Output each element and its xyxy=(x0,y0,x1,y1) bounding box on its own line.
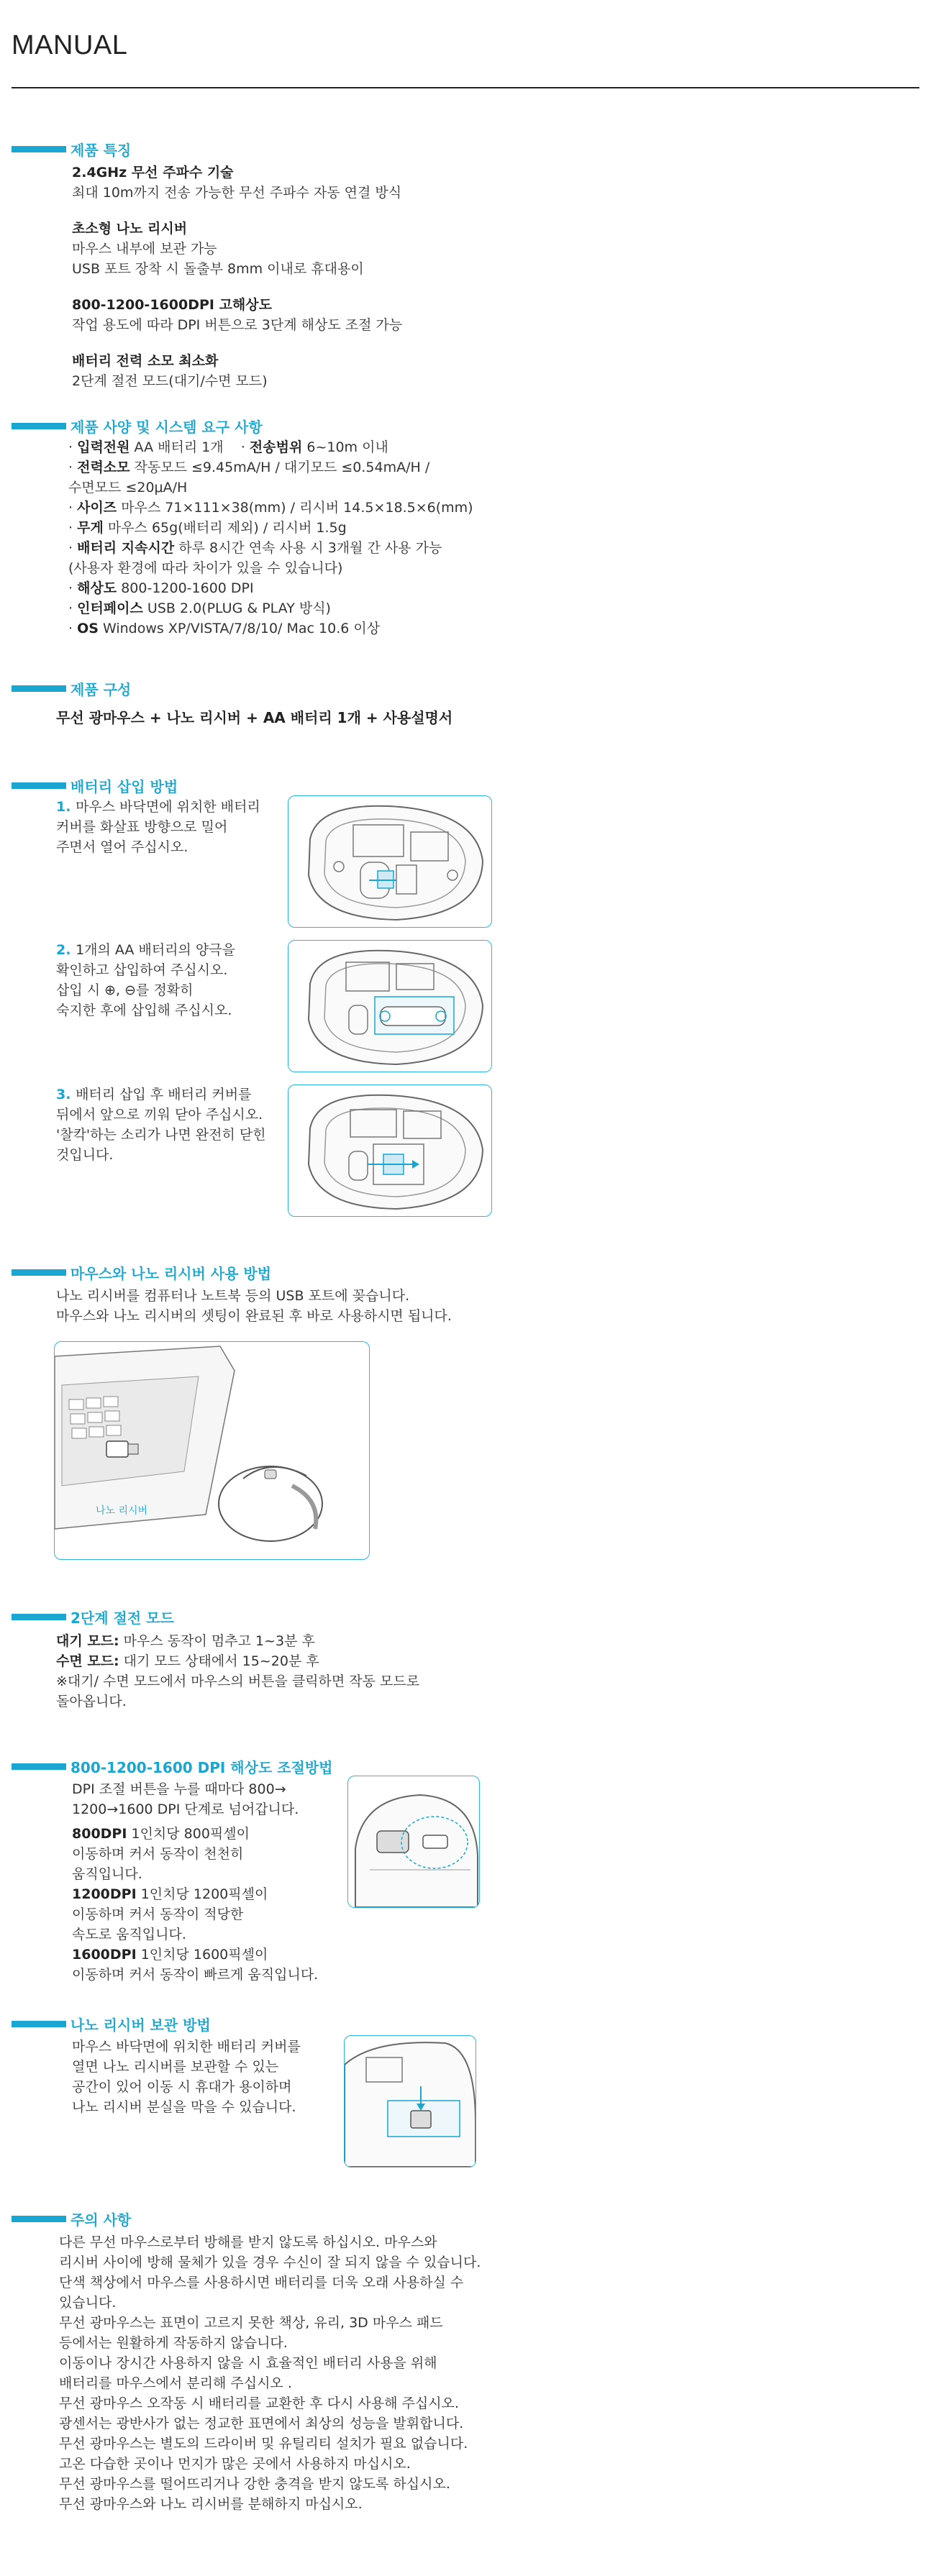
specs-list xyxy=(68,437,473,639)
dpi-level-desc: 이동하며 커서 동작이 빠르게 움직입니다. xyxy=(72,1967,319,1983)
step-text: 배터리 삽입 후 배터리 커버를 xyxy=(76,1087,252,1102)
laptop-and-mouse-illustration xyxy=(55,1342,369,1559)
dpi-level-desc: 1인치당 1600픽셀이 xyxy=(136,1947,268,1963)
section-marker xyxy=(12,2021,66,2027)
receiver-use-image xyxy=(54,1341,370,1560)
battery-step-line xyxy=(56,960,235,980)
spec-value: 작동모드 ≤9.45mA/H / 대기모드 ≤0.54mA/H / xyxy=(129,460,430,475)
step-text: 주면서 열어 주십시오. xyxy=(56,839,188,855)
caution-line: 무선 광마우스는 표면이 고르지 못한 책상, 유리, 3D 마우스 패드 xyxy=(59,2315,443,2331)
battery-step-1 xyxy=(56,797,260,857)
battery-step-line xyxy=(56,1125,266,1145)
dpi-level xyxy=(72,1824,318,1844)
storage-image xyxy=(344,2035,476,2168)
feature-desc: 마우스 내부에 보관 가능 xyxy=(72,241,217,257)
feature-item xyxy=(72,351,402,391)
caution-line: 리시버 사이에 방해 물체가 있을 경우 수신이 잘 되지 않을 수 있습니다. xyxy=(59,2255,481,2270)
spec-label: 배터리 지속시간 xyxy=(77,540,175,556)
dpi-level-desc: 이동하며 커서 동작이 천천히 xyxy=(72,1846,244,1862)
receiver-use-text: 나노 리시버를 컴퓨터나 노트북 등의 USB 포트에 꽂습니다. 마우스와 나노 리시버의 셋팅이 완료된 후 바로 사용하시면 됩니다. xyxy=(56,1288,452,1324)
step-text: 것입니다. xyxy=(56,1147,114,1163)
spec-label: 입력전원 xyxy=(77,439,130,455)
spec-value: 800-1200-1600 DPI xyxy=(117,580,254,596)
battery-step-line xyxy=(56,1145,266,1165)
spec-value: · xyxy=(227,439,250,455)
dpi-level-desc: 1인치당 800픽셀이 xyxy=(127,1826,250,1842)
caution-line: 무선 광마우스 오작동 시 배터리를 교환한 후 다시 사용해 주십시오. xyxy=(59,2395,459,2411)
spec-value: Windows XP/VISTA/7/8/10/ Mac 10.6 이상 xyxy=(98,621,381,636)
section-battery-heading: 배터리 삽입 방법 xyxy=(12,775,178,796)
caution-line: 단색 책상에서 마우스를 사용하시면 배터리를 더욱 오래 사용하실 수 xyxy=(59,2275,464,2290)
spec-row xyxy=(68,598,473,618)
caution-line: 있습니다. xyxy=(59,2295,117,2311)
section-storage-heading: 나노 리시버 보관 방법 xyxy=(12,2013,211,2034)
receiver-image-label: 나노 리시버 xyxy=(96,1505,148,1517)
step-text: 숙지한 후에 삽입해 주십시오. xyxy=(56,1002,232,1018)
caution-line: 고온 다습한 곳이나 먼지가 많은 곳에서 사용하지 마십시오. xyxy=(59,2456,411,2472)
spec-row xyxy=(68,437,473,457)
battery-step-1-image xyxy=(288,795,492,928)
spec-label: 사이즈 xyxy=(77,500,117,516)
components-text: 무선 광마우스 + 나노 리시버 + AA 배터리 1개 + 사용설명서 xyxy=(56,709,453,726)
step-text: 마우스 바닥면에 위치한 배터리 xyxy=(76,799,260,815)
spec-value: 마우스 65g(배터리 제외) / 리시버 1.5g xyxy=(103,520,347,536)
battery-step-line xyxy=(56,797,260,817)
mouse-bottom-illustration xyxy=(288,796,491,927)
section-marker xyxy=(12,146,66,152)
spec-value: USB 2.0(PLUG & PLAY 방식) xyxy=(142,600,331,616)
dpi-text: DPI 조절 버튼을 누를 때마다 800→ 1200→1600 DPI 단계로 넘어갑니다. 800DPI 1인치당 800픽셀이 이동하며 커서 동작이 천천히 움직입니다. 1200DPI 1인치당 1200픽셀이 이동하며 커서 동작이 적당한 속도로 움직입니다. 1600DPI 1인치당 1600픽셀이 이동하며 커서 동작이 빠르게 움직입니다. xyxy=(72,1779,318,1985)
spec-value: AA 배터리 1개 xyxy=(129,439,228,455)
spec-row xyxy=(68,538,473,558)
step-text: 삽입 시 ⊕, ⊖를 정확히 xyxy=(56,982,194,998)
dpi-level-desc: 1인치당 1200픽셀이 xyxy=(136,1886,268,1902)
feature-desc: 2단계 절전 모드(대기/수면 모드) xyxy=(72,373,268,389)
dpi-level xyxy=(72,1945,318,1965)
section-power-save-heading: 2단계 절전 모드 xyxy=(12,1606,174,1627)
section-specs-heading: 제품 사양 및 시스템 요구 사항 xyxy=(12,415,263,437)
battery-step-line xyxy=(56,940,235,960)
section-marker xyxy=(12,2216,66,2222)
spec-row xyxy=(68,518,473,538)
caution-list xyxy=(59,2232,481,2514)
features-list xyxy=(72,163,402,391)
step-text: 커버를 화살표 방향으로 밀어 xyxy=(56,819,228,835)
mouse-cover-close-illustration xyxy=(288,1085,491,1216)
spec-row xyxy=(68,558,473,578)
caution-line: 광센서는 광반사가 없는 정교한 표면에서 최상의 성능을 발휘합니다. xyxy=(59,2416,464,2431)
feature-title: 800-1200-1600DPI 고해상도 xyxy=(72,297,272,313)
spec-value: (사용자 환경에 따라 차이가 있을 수 있습니다) xyxy=(68,560,343,576)
section-marker xyxy=(12,685,66,692)
step-text: 확인하고 삽입하여 주십시오. xyxy=(56,962,228,978)
spec-value: 마우스 71×111×38(mm) / 리시버 14.5×18.5×6(mm) xyxy=(117,500,473,516)
battery-step-line xyxy=(56,1105,266,1125)
section-components-heading: 제품 구성 xyxy=(12,677,131,699)
mouse-receiver-slot-illustration xyxy=(345,2036,476,2167)
section-caution-heading: 주의 사항 xyxy=(12,2208,131,2229)
power-save-text: 대기 모드: 마우스 동작이 멈추고 1~3분 후 수면 모드: 대기 모드 상태에서 15~20분 후 ※대기/ 수면 모드에서 마우스의 버튼을 클릭하면 작동 모드로 돌아옵니다. xyxy=(56,1633,420,1709)
section-marker xyxy=(12,423,66,429)
section-marker xyxy=(12,1763,66,1770)
spec-row xyxy=(68,498,473,518)
feature-item xyxy=(72,163,402,203)
feature-desc: 최대 10m까지 전송 가능한 무선 주파수 자동 연결 방식 xyxy=(72,185,402,201)
dpi-level-name: 800DPI xyxy=(72,1826,127,1842)
spec-value: 하루 8시간 연속 사용 시 3개월 간 사용 가능 xyxy=(174,540,442,556)
battery-step-line xyxy=(56,1084,266,1105)
section-marker xyxy=(12,1614,66,1620)
mouse-top-dpi-illustration xyxy=(348,1776,479,1907)
feature-title: 초소형 나노 리시버 xyxy=(72,221,188,237)
title-divider xyxy=(12,87,919,88)
battery-step-line xyxy=(56,1000,235,1020)
feature-desc: USB 포트 장착 시 돌출부 8mm 이내로 휴대용이 xyxy=(72,261,364,277)
step-number: 2. xyxy=(56,942,76,958)
dpi-level-desc: 움직입니다. xyxy=(72,1866,142,1882)
battery-step-line xyxy=(56,980,235,1000)
feature-item xyxy=(72,295,402,335)
spec-label: 전력소모 xyxy=(77,460,130,475)
caution-line: 등에서는 원활하게 작동하지 않습니다. xyxy=(59,2335,288,2351)
feature-title: 배터리 전력 소모 최소화 xyxy=(72,353,219,369)
dpi-level-name: 1600DPI xyxy=(72,1947,137,1963)
battery-step-2 xyxy=(56,940,235,1020)
section-marker xyxy=(12,782,66,789)
page-title: MANUAL xyxy=(12,30,128,60)
step-number: 3. xyxy=(56,1087,76,1102)
caution-line: 무선 광마우스를 떨어뜨리거나 강한 충격을 받지 않도록 하십시오. xyxy=(59,2476,450,2492)
spec-row xyxy=(68,578,473,598)
spec-label: 무게 xyxy=(77,520,104,536)
dpi-level-name: 1200DPI xyxy=(72,1886,137,1902)
spec-label: OS xyxy=(77,621,99,636)
dpi-level-desc: 속도로 움직입니다. xyxy=(72,1927,186,1942)
caution-line: 다른 무선 마우스로부터 방해를 받지 않도록 하십시오. 마우스와 xyxy=(59,2234,437,2250)
step-text: 1개의 AA 배터리의 양극을 xyxy=(76,942,235,958)
spec-row xyxy=(68,457,473,478)
feature-title: 2.4GHz 무선 주파수 기술 xyxy=(72,165,234,181)
battery-step-3-image xyxy=(288,1084,492,1217)
caution-line: 이동이나 장시간 사용하지 않을 시 효율적인 배터리 사용을 위해 xyxy=(59,2355,437,2371)
battery-step-line xyxy=(56,837,260,857)
spec-row xyxy=(68,478,473,498)
feature-item xyxy=(72,219,402,279)
spec-label: 전송범위 xyxy=(249,439,303,455)
spec-value: 수면모드 ≤20μA/H xyxy=(68,480,188,495)
mouse-battery-open-illustration xyxy=(288,941,491,1072)
battery-step-line xyxy=(56,817,260,837)
caution-line: 무선 광마우스는 별도의 드라이버 및 유틸리티 설치가 필요 없습니다. xyxy=(59,2436,468,2452)
step-text: '찰칵'하는 소리가 나면 완전히 닫힌 xyxy=(56,1127,266,1143)
section-receiver-use-heading: 마우스와 나노 리시버 사용 방법 xyxy=(12,1261,271,1283)
dpi-button-image xyxy=(347,1776,480,1908)
step-number: 1. xyxy=(56,799,76,815)
feature-desc: 작업 용도에 따라 DPI 버튼으로 3단계 해상도 조절 가능 xyxy=(72,317,403,333)
caution-line: 배터리를 마우스에서 분리해 주십시오 . xyxy=(59,2375,292,2391)
section-dpi-heading: 800-1200-1600 DPI 해상도 조절방법 xyxy=(12,1755,333,1777)
section-marker xyxy=(12,1269,66,1276)
spec-label: 해상도 xyxy=(77,580,117,596)
caution-line: 무선 광마우스와 나노 리시버를 분해하지 마십시오. xyxy=(59,2496,363,2512)
spec-value: 6~10m 이내 xyxy=(302,439,388,455)
step-text: 뒤에서 앞으로 끼워 닫아 주십시오. xyxy=(56,1107,263,1123)
dpi-level xyxy=(72,1884,318,1904)
battery-step-2-image xyxy=(288,940,492,1072)
storage-text: 마우스 바닥면에 위치한 배터리 커버를 열면 나노 리시버를 보관할 수 있는 공간이 있어 이동 시 휴대가 용이하며 나노 리시버 분실을 막을 수 있습니다. xyxy=(72,2039,301,2115)
spec-label: 인터페이스 xyxy=(77,600,143,616)
spec-row xyxy=(68,618,473,639)
dpi-level-desc: 이동하며 커서 동작이 적당한 xyxy=(72,1906,244,1922)
battery-step-3 xyxy=(56,1084,266,1165)
section-features-heading: 제품 특징 xyxy=(12,138,131,160)
